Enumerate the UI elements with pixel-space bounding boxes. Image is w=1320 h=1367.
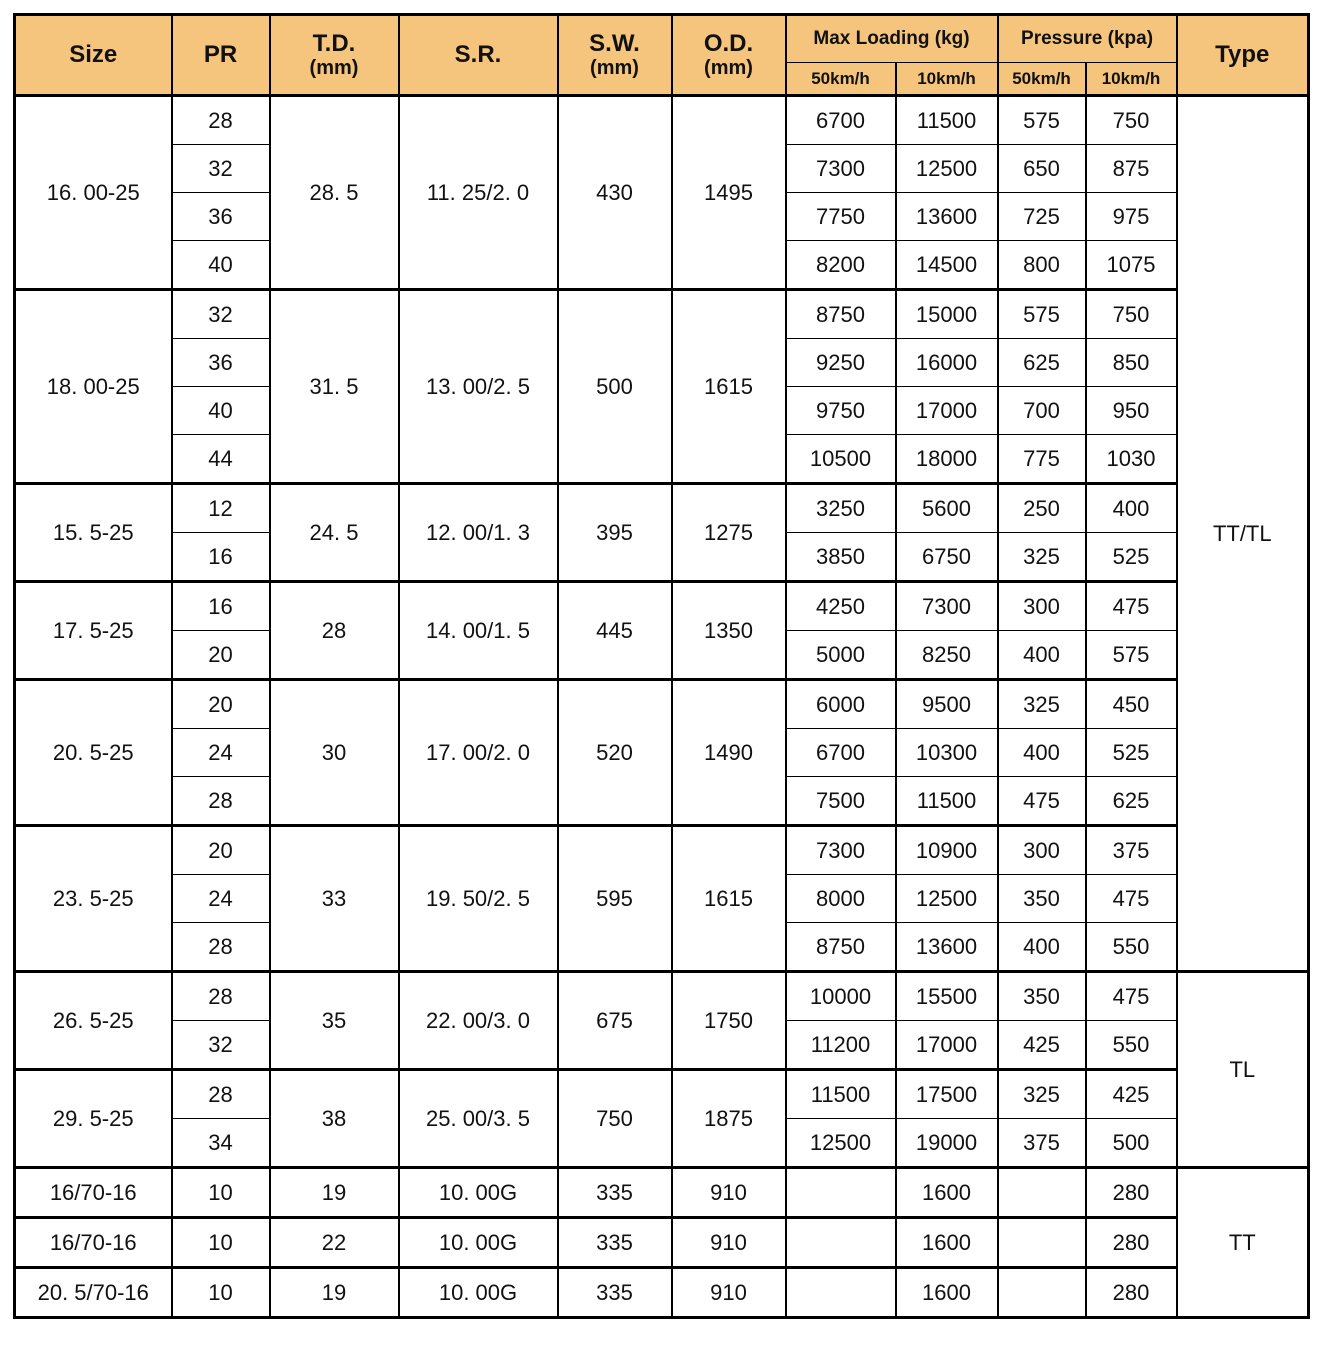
pressure-50kmh-cell bbox=[998, 1168, 1086, 1218]
pressure-50kmh-cell: 700 bbox=[998, 387, 1086, 435]
section-width-cell: 520 bbox=[558, 680, 672, 826]
pressure-10kmh-cell: 550 bbox=[1086, 923, 1177, 972]
tread-depth-cell: 28 bbox=[270, 582, 399, 680]
max-loading-10kmh-cell: 11500 bbox=[896, 96, 998, 145]
pr-cell: 10 bbox=[172, 1168, 270, 1218]
max-loading-50kmh-cell: 8000 bbox=[786, 875, 896, 923]
table-row bbox=[15, 1218, 1309, 1268]
col-header-sr: S.R. bbox=[399, 15, 558, 96]
subheader-loading-50kmh: 50km/h bbox=[786, 63, 896, 96]
max-loading-10kmh-cell: 12500 bbox=[896, 875, 998, 923]
max-loading-10kmh-cell: 1600 bbox=[896, 1268, 998, 1318]
pr-cell: 40 bbox=[172, 387, 270, 435]
pressure-50kmh-cell bbox=[998, 1268, 1086, 1318]
max-loading-50kmh-cell bbox=[786, 1168, 896, 1218]
section-width-cell: 335 bbox=[558, 1218, 672, 1268]
pressure-10kmh-cell: 625 bbox=[1086, 777, 1177, 826]
pr-cell: 40 bbox=[172, 241, 270, 290]
pressure-10kmh-cell: 280 bbox=[1086, 1218, 1177, 1268]
table-body bbox=[15, 96, 1309, 1318]
pressure-10kmh-cell: 280 bbox=[1086, 1168, 1177, 1218]
pr-cell: 24 bbox=[172, 875, 270, 923]
size-cell: 20. 5/70-16 bbox=[15, 1268, 172, 1318]
max-loading-10kmh-cell: 11500 bbox=[896, 777, 998, 826]
size-cell: 29. 5-25 bbox=[15, 1070, 172, 1168]
pr-cell: 20 bbox=[172, 631, 270, 680]
tread-depth-cell: 28. 5 bbox=[270, 96, 399, 290]
pr-cell: 20 bbox=[172, 826, 270, 875]
max-loading-50kmh-cell: 8750 bbox=[786, 290, 896, 339]
table-row bbox=[15, 972, 1309, 1021]
max-loading-10kmh-cell: 18000 bbox=[896, 435, 998, 484]
max-loading-50kmh-cell: 6000 bbox=[786, 680, 896, 729]
subheader-pressure-50kmh: 50km/h bbox=[998, 63, 1086, 96]
pressure-50kmh-cell: 575 bbox=[998, 290, 1086, 339]
subheader-pressure-10kmh: 10km/h bbox=[1086, 63, 1177, 96]
pressure-50kmh-cell: 350 bbox=[998, 972, 1086, 1021]
pressure-10kmh-cell: 850 bbox=[1086, 339, 1177, 387]
overall-diameter-cell: 910 bbox=[672, 1168, 786, 1218]
pr-cell: 32 bbox=[172, 145, 270, 193]
pressure-50kmh-cell: 325 bbox=[998, 533, 1086, 582]
pressure-50kmh-cell: 800 bbox=[998, 241, 1086, 290]
overall-diameter-cell: 1495 bbox=[672, 96, 786, 290]
pressure-10kmh-cell: 475 bbox=[1086, 582, 1177, 631]
pr-cell: 16 bbox=[172, 582, 270, 631]
max-loading-10kmh-cell: 6750 bbox=[896, 533, 998, 582]
pr-cell: 34 bbox=[172, 1119, 270, 1168]
standard-rim-cell: 10. 00G bbox=[399, 1268, 558, 1318]
pr-cell: 36 bbox=[172, 339, 270, 387]
max-loading-50kmh-cell: 6700 bbox=[786, 729, 896, 777]
pr-cell: 10 bbox=[172, 1268, 270, 1318]
pr-cell: 32 bbox=[172, 290, 270, 339]
max-loading-50kmh-cell: 4250 bbox=[786, 582, 896, 631]
max-loading-50kmh-cell: 8200 bbox=[786, 241, 896, 290]
max-loading-50kmh-cell: 9750 bbox=[786, 387, 896, 435]
header-row-main bbox=[15, 15, 1309, 63]
pressure-10kmh-cell: 375 bbox=[1086, 826, 1177, 875]
pressure-10kmh-cell: 875 bbox=[1086, 145, 1177, 193]
pr-cell: 12 bbox=[172, 484, 270, 533]
max-loading-10kmh-cell: 5600 bbox=[896, 484, 998, 533]
overall-diameter-cell: 910 bbox=[672, 1218, 786, 1268]
overall-diameter-cell: 1750 bbox=[672, 972, 786, 1070]
max-loading-10kmh-cell: 13600 bbox=[896, 193, 998, 241]
max-loading-10kmh-cell: 14500 bbox=[896, 241, 998, 290]
max-loading-50kmh-cell: 7300 bbox=[786, 145, 896, 193]
pressure-50kmh-cell: 400 bbox=[998, 923, 1086, 972]
tread-depth-cell: 24. 5 bbox=[270, 484, 399, 582]
max-loading-10kmh-cell: 17000 bbox=[896, 1021, 998, 1070]
col-header-od-unit: (mm) bbox=[704, 56, 753, 79]
pr-cell: 32 bbox=[172, 1021, 270, 1070]
size-cell: 20. 5-25 bbox=[15, 680, 172, 826]
max-loading-50kmh-cell: 8750 bbox=[786, 923, 896, 972]
max-loading-10kmh-cell: 8250 bbox=[896, 631, 998, 680]
max-loading-50kmh-cell: 3850 bbox=[786, 533, 896, 582]
pressure-50kmh-cell: 400 bbox=[998, 729, 1086, 777]
col-header-sw-label: S.W. bbox=[589, 30, 640, 58]
pressure-10kmh-cell: 575 bbox=[1086, 631, 1177, 680]
tread-depth-cell: 38 bbox=[270, 1070, 399, 1168]
tread-depth-cell: 22 bbox=[270, 1218, 399, 1268]
pr-cell: 28 bbox=[172, 1070, 270, 1119]
table-row bbox=[15, 1168, 1309, 1218]
pressure-50kmh-cell: 400 bbox=[998, 631, 1086, 680]
col-header-od-label: O.D. bbox=[703, 30, 754, 58]
pressure-10kmh-cell: 950 bbox=[1086, 387, 1177, 435]
size-cell: 26. 5-25 bbox=[15, 972, 172, 1070]
max-loading-50kmh-cell: 7300 bbox=[786, 826, 896, 875]
pr-cell: 20 bbox=[172, 680, 270, 729]
max-loading-50kmh-cell: 12500 bbox=[786, 1119, 896, 1168]
max-loading-50kmh-cell bbox=[786, 1218, 896, 1268]
pr-cell: 44 bbox=[172, 435, 270, 484]
standard-rim-cell: 10. 00G bbox=[399, 1168, 558, 1218]
standard-rim-cell: 12. 00/1. 3 bbox=[399, 484, 558, 582]
section-width-cell: 335 bbox=[558, 1168, 672, 1218]
table-row bbox=[15, 826, 1309, 875]
pressure-50kmh-cell: 575 bbox=[998, 96, 1086, 145]
max-loading-50kmh-cell: 5000 bbox=[786, 631, 896, 680]
pressure-50kmh-cell: 375 bbox=[998, 1119, 1086, 1168]
standard-rim-cell: 22. 00/3. 0 bbox=[399, 972, 558, 1070]
pressure-50kmh-cell: 625 bbox=[998, 339, 1086, 387]
max-loading-10kmh-cell: 1600 bbox=[896, 1218, 998, 1268]
pressure-50kmh-cell: 325 bbox=[998, 1070, 1086, 1119]
standard-rim-cell: 13. 00/2. 5 bbox=[399, 290, 558, 484]
tread-depth-cell: 31. 5 bbox=[270, 290, 399, 484]
pressure-50kmh-cell: 775 bbox=[998, 435, 1086, 484]
pressure-10kmh-cell: 475 bbox=[1086, 972, 1177, 1021]
col-header-type: Type bbox=[1177, 15, 1309, 96]
max-loading-50kmh-cell: 10000 bbox=[786, 972, 896, 1021]
table-row bbox=[15, 290, 1309, 339]
pressure-10kmh-cell: 1030 bbox=[1086, 435, 1177, 484]
standard-rim-cell: 14. 00/1. 5 bbox=[399, 582, 558, 680]
pressure-10kmh-cell: 500 bbox=[1086, 1119, 1177, 1168]
overall-diameter-cell: 1275 bbox=[672, 484, 786, 582]
pressure-10kmh-cell: 525 bbox=[1086, 729, 1177, 777]
pressure-10kmh-cell: 280 bbox=[1086, 1268, 1177, 1318]
section-width-cell: 335 bbox=[558, 1268, 672, 1318]
type-cell: TT/TL bbox=[1177, 96, 1309, 972]
max-loading-10kmh-cell: 17000 bbox=[896, 387, 998, 435]
pr-cell: 28 bbox=[172, 923, 270, 972]
max-loading-10kmh-cell: 15500 bbox=[896, 972, 998, 1021]
max-loading-50kmh-cell: 6700 bbox=[786, 96, 896, 145]
section-width-cell: 750 bbox=[558, 1070, 672, 1168]
pressure-10kmh-cell: 525 bbox=[1086, 533, 1177, 582]
pressure-10kmh-cell: 975 bbox=[1086, 193, 1177, 241]
standard-rim-cell: 10. 00G bbox=[399, 1218, 558, 1268]
tread-depth-cell: 35 bbox=[270, 972, 399, 1070]
table-row bbox=[15, 96, 1309, 145]
tread-depth-cell: 33 bbox=[270, 826, 399, 972]
pressure-50kmh-cell: 300 bbox=[998, 826, 1086, 875]
pr-cell: 28 bbox=[172, 972, 270, 1021]
standard-rim-cell: 11. 25/2. 0 bbox=[399, 96, 558, 290]
overall-diameter-cell: 910 bbox=[672, 1268, 786, 1318]
pressure-10kmh-cell: 750 bbox=[1086, 290, 1177, 339]
max-loading-50kmh-cell: 11200 bbox=[786, 1021, 896, 1070]
pressure-50kmh-cell: 425 bbox=[998, 1021, 1086, 1070]
pressure-50kmh-cell: 475 bbox=[998, 777, 1086, 826]
pressure-10kmh-cell: 425 bbox=[1086, 1070, 1177, 1119]
max-loading-50kmh-cell bbox=[786, 1268, 896, 1318]
standard-rim-cell: 17. 00/2. 0 bbox=[399, 680, 558, 826]
pr-cell: 36 bbox=[172, 193, 270, 241]
col-header-size: Size bbox=[15, 15, 172, 96]
pr-cell: 10 bbox=[172, 1218, 270, 1268]
col-header-td bbox=[270, 15, 399, 96]
max-loading-10kmh-cell: 10900 bbox=[896, 826, 998, 875]
pressure-50kmh-cell: 650 bbox=[998, 145, 1086, 193]
tread-depth-cell: 30 bbox=[270, 680, 399, 826]
table-row bbox=[15, 1268, 1309, 1318]
col-header-sw-unit: (mm) bbox=[590, 56, 639, 79]
table-row bbox=[15, 582, 1309, 631]
section-width-cell: 395 bbox=[558, 484, 672, 582]
max-loading-10kmh-cell: 9500 bbox=[896, 680, 998, 729]
pressure-50kmh-cell: 250 bbox=[998, 484, 1086, 533]
col-header-max-loading: Max Loading (kg) bbox=[786, 15, 998, 63]
size-cell: 16. 00-25 bbox=[15, 96, 172, 290]
section-width-cell: 500 bbox=[558, 290, 672, 484]
max-loading-10kmh-cell: 12500 bbox=[896, 145, 998, 193]
section-width-cell: 675 bbox=[558, 972, 672, 1070]
max-loading-10kmh-cell: 10300 bbox=[896, 729, 998, 777]
pr-cell: 28 bbox=[172, 777, 270, 826]
type-cell: TL bbox=[1177, 972, 1309, 1168]
pressure-50kmh-cell: 325 bbox=[998, 680, 1086, 729]
max-loading-50kmh-cell: 10500 bbox=[786, 435, 896, 484]
standard-rim-cell: 19. 50/2. 5 bbox=[399, 826, 558, 972]
pressure-10kmh-cell: 750 bbox=[1086, 96, 1177, 145]
table-row bbox=[15, 680, 1309, 729]
size-cell: 16/70-16 bbox=[15, 1168, 172, 1218]
max-loading-10kmh-cell: 1600 bbox=[896, 1168, 998, 1218]
pressure-10kmh-cell: 1075 bbox=[1086, 241, 1177, 290]
tire-spec-table bbox=[13, 13, 1310, 1319]
table-row bbox=[15, 484, 1309, 533]
size-cell: 16/70-16 bbox=[15, 1218, 172, 1268]
max-loading-10kmh-cell: 13600 bbox=[896, 923, 998, 972]
pr-cell: 16 bbox=[172, 533, 270, 582]
pressure-50kmh-cell bbox=[998, 1218, 1086, 1268]
tread-depth-cell: 19 bbox=[270, 1168, 399, 1218]
tread-depth-cell: 19 bbox=[270, 1268, 399, 1318]
pr-cell: 24 bbox=[172, 729, 270, 777]
pressure-50kmh-cell: 300 bbox=[998, 582, 1086, 631]
col-header-pressure: Pressure (kpa) bbox=[998, 15, 1177, 63]
standard-rim-cell: 25. 00/3. 5 bbox=[399, 1070, 558, 1168]
col-header-od bbox=[672, 15, 786, 96]
max-loading-10kmh-cell: 7300 bbox=[896, 582, 998, 631]
max-loading-50kmh-cell: 7500 bbox=[786, 777, 896, 826]
type-cell: TT bbox=[1177, 1168, 1309, 1318]
size-cell: 23. 5-25 bbox=[15, 826, 172, 972]
table-row bbox=[15, 1070, 1309, 1119]
subheader-loading-10kmh: 10km/h bbox=[896, 63, 998, 96]
table-header bbox=[15, 15, 1309, 96]
overall-diameter-cell: 1615 bbox=[672, 826, 786, 972]
overall-diameter-cell: 1615 bbox=[672, 290, 786, 484]
max-loading-10kmh-cell: 19000 bbox=[896, 1119, 998, 1168]
section-width-cell: 595 bbox=[558, 826, 672, 972]
col-header-td-label: T.D. bbox=[312, 30, 356, 58]
max-loading-10kmh-cell: 15000 bbox=[896, 290, 998, 339]
overall-diameter-cell: 1350 bbox=[672, 582, 786, 680]
pressure-10kmh-cell: 400 bbox=[1086, 484, 1177, 533]
pr-cell: 28 bbox=[172, 96, 270, 145]
size-cell: 18. 00-25 bbox=[15, 290, 172, 484]
pressure-10kmh-cell: 450 bbox=[1086, 680, 1177, 729]
max-loading-50kmh-cell: 9250 bbox=[786, 339, 896, 387]
pressure-10kmh-cell: 550 bbox=[1086, 1021, 1177, 1070]
max-loading-50kmh-cell: 11500 bbox=[786, 1070, 896, 1119]
size-cell: 15. 5-25 bbox=[15, 484, 172, 582]
max-loading-50kmh-cell: 7750 bbox=[786, 193, 896, 241]
pressure-10kmh-cell: 475 bbox=[1086, 875, 1177, 923]
col-header-sw bbox=[558, 15, 672, 96]
section-width-cell: 430 bbox=[558, 96, 672, 290]
pressure-50kmh-cell: 350 bbox=[998, 875, 1086, 923]
overall-diameter-cell: 1875 bbox=[672, 1070, 786, 1168]
max-loading-10kmh-cell: 17500 bbox=[896, 1070, 998, 1119]
overall-diameter-cell: 1490 bbox=[672, 680, 786, 826]
section-width-cell: 445 bbox=[558, 582, 672, 680]
size-cell: 17. 5-25 bbox=[15, 582, 172, 680]
pressure-50kmh-cell: 725 bbox=[998, 193, 1086, 241]
max-loading-10kmh-cell: 16000 bbox=[896, 339, 998, 387]
col-header-pr: PR bbox=[172, 15, 270, 96]
col-header-td-unit: (mm) bbox=[309, 56, 359, 79]
max-loading-50kmh-cell: 3250 bbox=[786, 484, 896, 533]
